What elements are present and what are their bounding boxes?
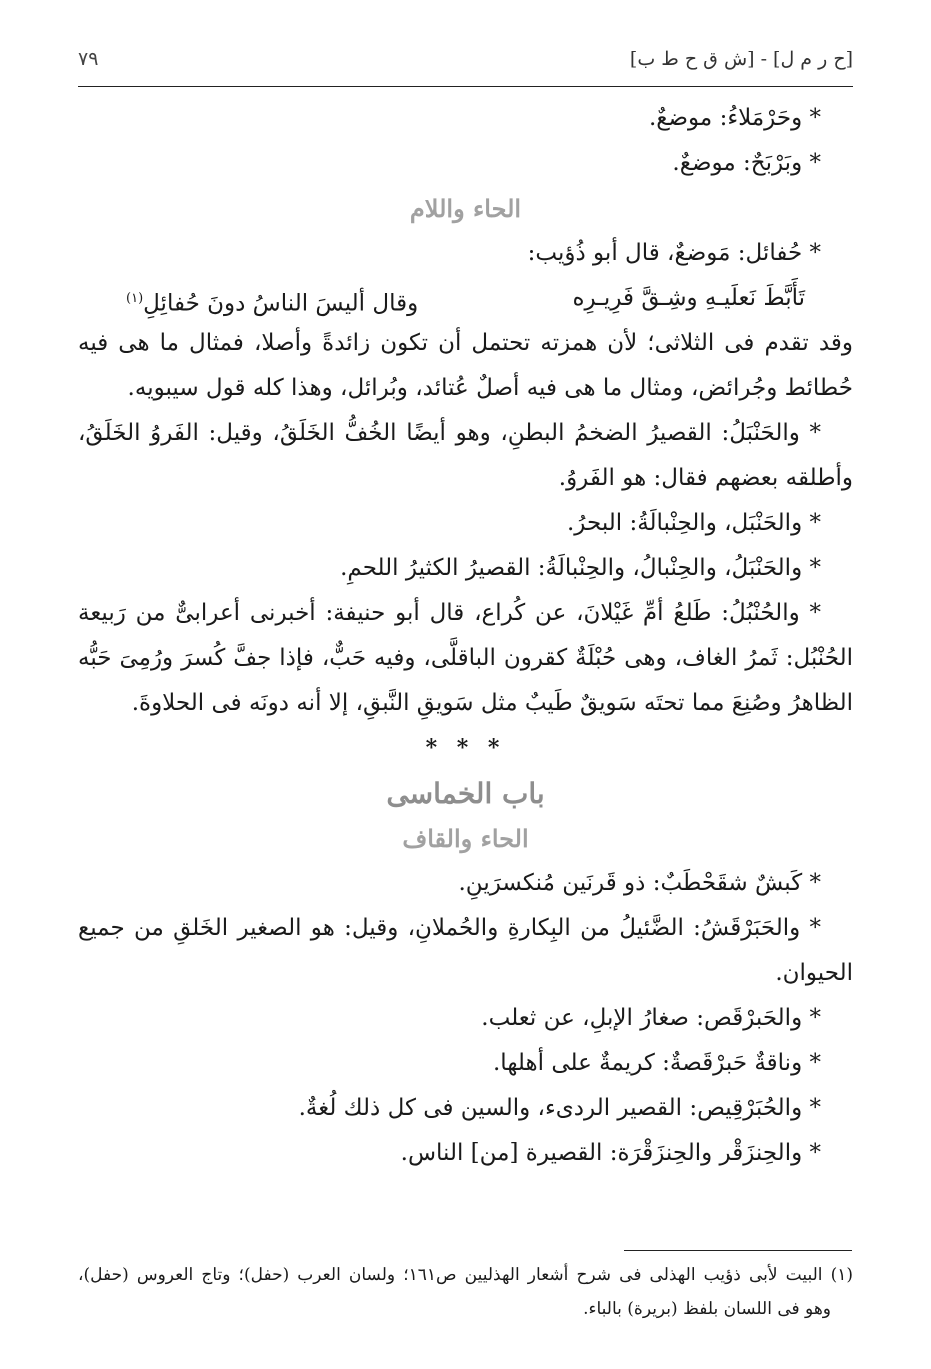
header-root-letters: [ح ر م ل] - [ش ق ح ط ب] [629, 48, 853, 70]
entry-line: * وناقةٌ حَبرْقَصةٌ: كريمةٌ على أهلها. [493, 1050, 821, 1076]
entry-line: * والحُبَرْقِيص: القصير الردىء، والسين فى كل ذلك لُغةٌ. [298, 1095, 821, 1121]
entry-line: * كَبشٌ شقَحْطَبٌ: ذو قَرنَين مُنكسرَينِ. [458, 870, 821, 896]
poetry-verse [78, 276, 853, 321]
body-text [78, 96, 853, 1176]
page-number: ٧٩ [78, 48, 99, 70]
entry-line: * وحَرْمَلاءُ: موضعٌ. [648, 105, 821, 131]
section-subheading: الحاء واللام [409, 194, 522, 223]
entry-line: * وبَرْبَحٌ: موضعٌ. [672, 150, 821, 176]
body-line: الحُنْبُل: ثَمرُ الغاف، وهى حُبْلَةٌ كقرون الباقلَّى، وفيه حَبٌّ، فإذا جفَّ كُسرَ ورُمِىَ حَبُّه [78, 645, 853, 671]
body-line: وأطلقه بعضهم فقال: هو الفَروُ. [558, 465, 853, 491]
entry-line: * حُفائل: مَوضعٌ، قال أبو ذُؤيب: [527, 240, 821, 266]
body-line: الحيوان. [775, 960, 853, 986]
verse-hemistich-second: وقال أليسَ الناسُ دونَ حُفائِلِ$^{(١)}$ [126, 290, 419, 317]
body-line: وقد تقدم فى الثلاثى؛ لأن همزته تحتمل أن تكون زائدةً وأصلا، فمثال ما هى فيه [78, 330, 853, 356]
entry-line: * والحَنْبَلُ: القصيرُ الضخمُ البطنِ، وهو أيضًا الخُفُّ الخَلَقُ، وقيل: الفَروُ الخَلَقُ، [78, 420, 821, 446]
entry-line: * والحَبرْقَص: صغارُ الإبلِ، عن ثعلب. [481, 1005, 821, 1031]
footnotes [78, 1258, 853, 1337]
entry-line: * والحِنزَقْر والحِنزَقْرَة: القصيرة [من] الناس. [400, 1140, 821, 1166]
footnote-rule [624, 1250, 852, 1251]
verse-hemistich-first: تَأَبَّطَ نَعلَيـهِ وشِـقَّ فَرِيـرِه [572, 285, 805, 311]
entry-line: * والحَبَرْقَشُ: الضَّئيلُ من البِكارةِ والحُملانِ، وقيل: هو الصغير الخَلقِ من جميع [78, 915, 821, 941]
body-line: حُطائط وجُرائض، ومثال ما هى فيه أصلٌ عُتائد، وبُرائل، وهذا كله قول سيبويه. [127, 375, 853, 401]
footnote-marker: (١) [126, 291, 144, 306]
entry-line: * والحَنْبَلُ، والحِنْبالُ، والحِنْبالَةُ: القصيرُ الكثيرُ اللحمِ. [340, 555, 821, 581]
entry-line: * والحُنْبُلُ: طَلعُ أمِّ غَيْلانَ، عن كُراع، قال أبو حنيفة: أخبرنى أعرابىٌّ من رَبيعة [78, 600, 821, 626]
header-rule [78, 86, 853, 87]
footnote-line: (١) البيت لأبى ذؤيب الهذلى فى شرح أشعار الهذليين ص١٦١؛ ولسان العرب (حفل)؛ وتاج العروس (حفل)، [78, 1265, 853, 1285]
chapter-heading: باب الخماسى [386, 777, 545, 810]
running-header [78, 42, 853, 82]
section-subheading: الحاء والقاف [402, 824, 529, 853]
footnote-line: وهو فى اللسان بلفظ (بريرة) بالباء. [583, 1299, 831, 1319]
body-line: الظاهرُ وصُنِعَ مما تحتَه سَويقٌ طَيبٌ مثل سَويقِ النَّبقِ، إلا أنه دونَه فى الحلاوةَ. [131, 690, 853, 716]
entry-line: * والحَنْبَل، والحِنْبالَةُ: البحرُ. [566, 510, 821, 536]
section-divider-stars: * * * [425, 735, 506, 761]
